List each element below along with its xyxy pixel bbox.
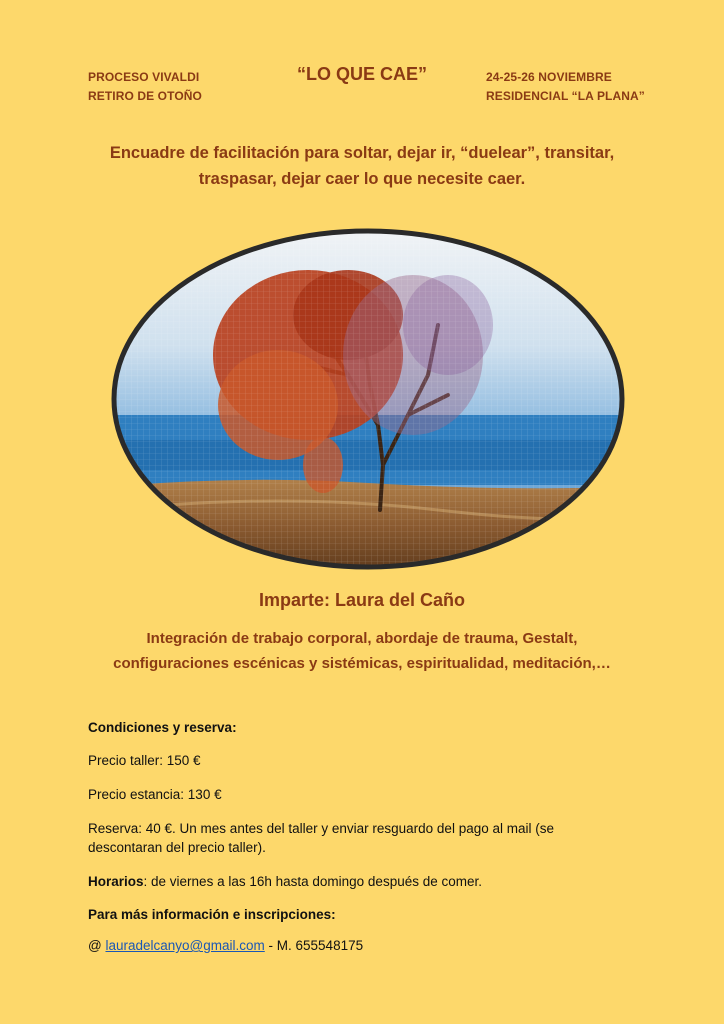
subtitle-line1: Encuadre de facilitación para soltar, dejar ir, “duelear”, transitar,	[109, 144, 615, 162]
autumn-tree-mosaic-icon	[108, 225, 628, 573]
schedule-text: : de viernes a las 16h hasta domingo después de comer.	[143, 874, 482, 889]
subtitle	[60, 140, 664, 192]
teacher-line: Imparte: Laura del Caño	[258, 590, 466, 610]
reservation-line1: Reserva: 40 €. Un mes antes del taller y enviar resguardo del pago al mail (se	[88, 821, 554, 836]
at-symbol: @	[88, 938, 102, 953]
page-title: “LO QUE CAE”	[296, 64, 427, 84]
header-right-line2: RESIDENCIAL “LA PLANA”	[486, 89, 645, 103]
info-heading: Para más información e inscripciones:	[88, 907, 336, 922]
email-link[interactable]: lauradelcanyo@gmail.com	[105, 938, 265, 953]
subtitle-line2: traspasar, dejar caer lo que necesite caer.	[198, 170, 526, 188]
contact-line	[88, 936, 648, 955]
topics	[40, 626, 684, 676]
schedule	[88, 872, 648, 891]
reservation-line2: descontaran del precio taller).	[88, 840, 266, 855]
header-left-line1: PROCESO VIVALDI	[88, 70, 200, 84]
reservation-text	[88, 819, 648, 857]
schedule-label: Horarios	[88, 874, 144, 889]
topics-line1: Integración de trabajo corporal, abordaje de trauma, Gestalt,	[146, 630, 578, 647]
price-workshop: Precio taller: 150 €	[88, 753, 201, 768]
topics-line2: configuraciones escénicas y sistémicas, espiritualidad, meditación,…	[113, 655, 611, 672]
conditions-heading: Condiciones y reserva:	[88, 720, 237, 735]
phone-text: - M. 655548175	[268, 938, 364, 953]
header-left-line2: RETIRO DE OTOÑO	[88, 89, 202, 103]
header-right-line1: 24-25-26 NOVIEMBRE	[486, 70, 612, 84]
price-stay: Precio estancia: 130 €	[88, 787, 222, 802]
autumn-tree-image	[108, 225, 628, 573]
